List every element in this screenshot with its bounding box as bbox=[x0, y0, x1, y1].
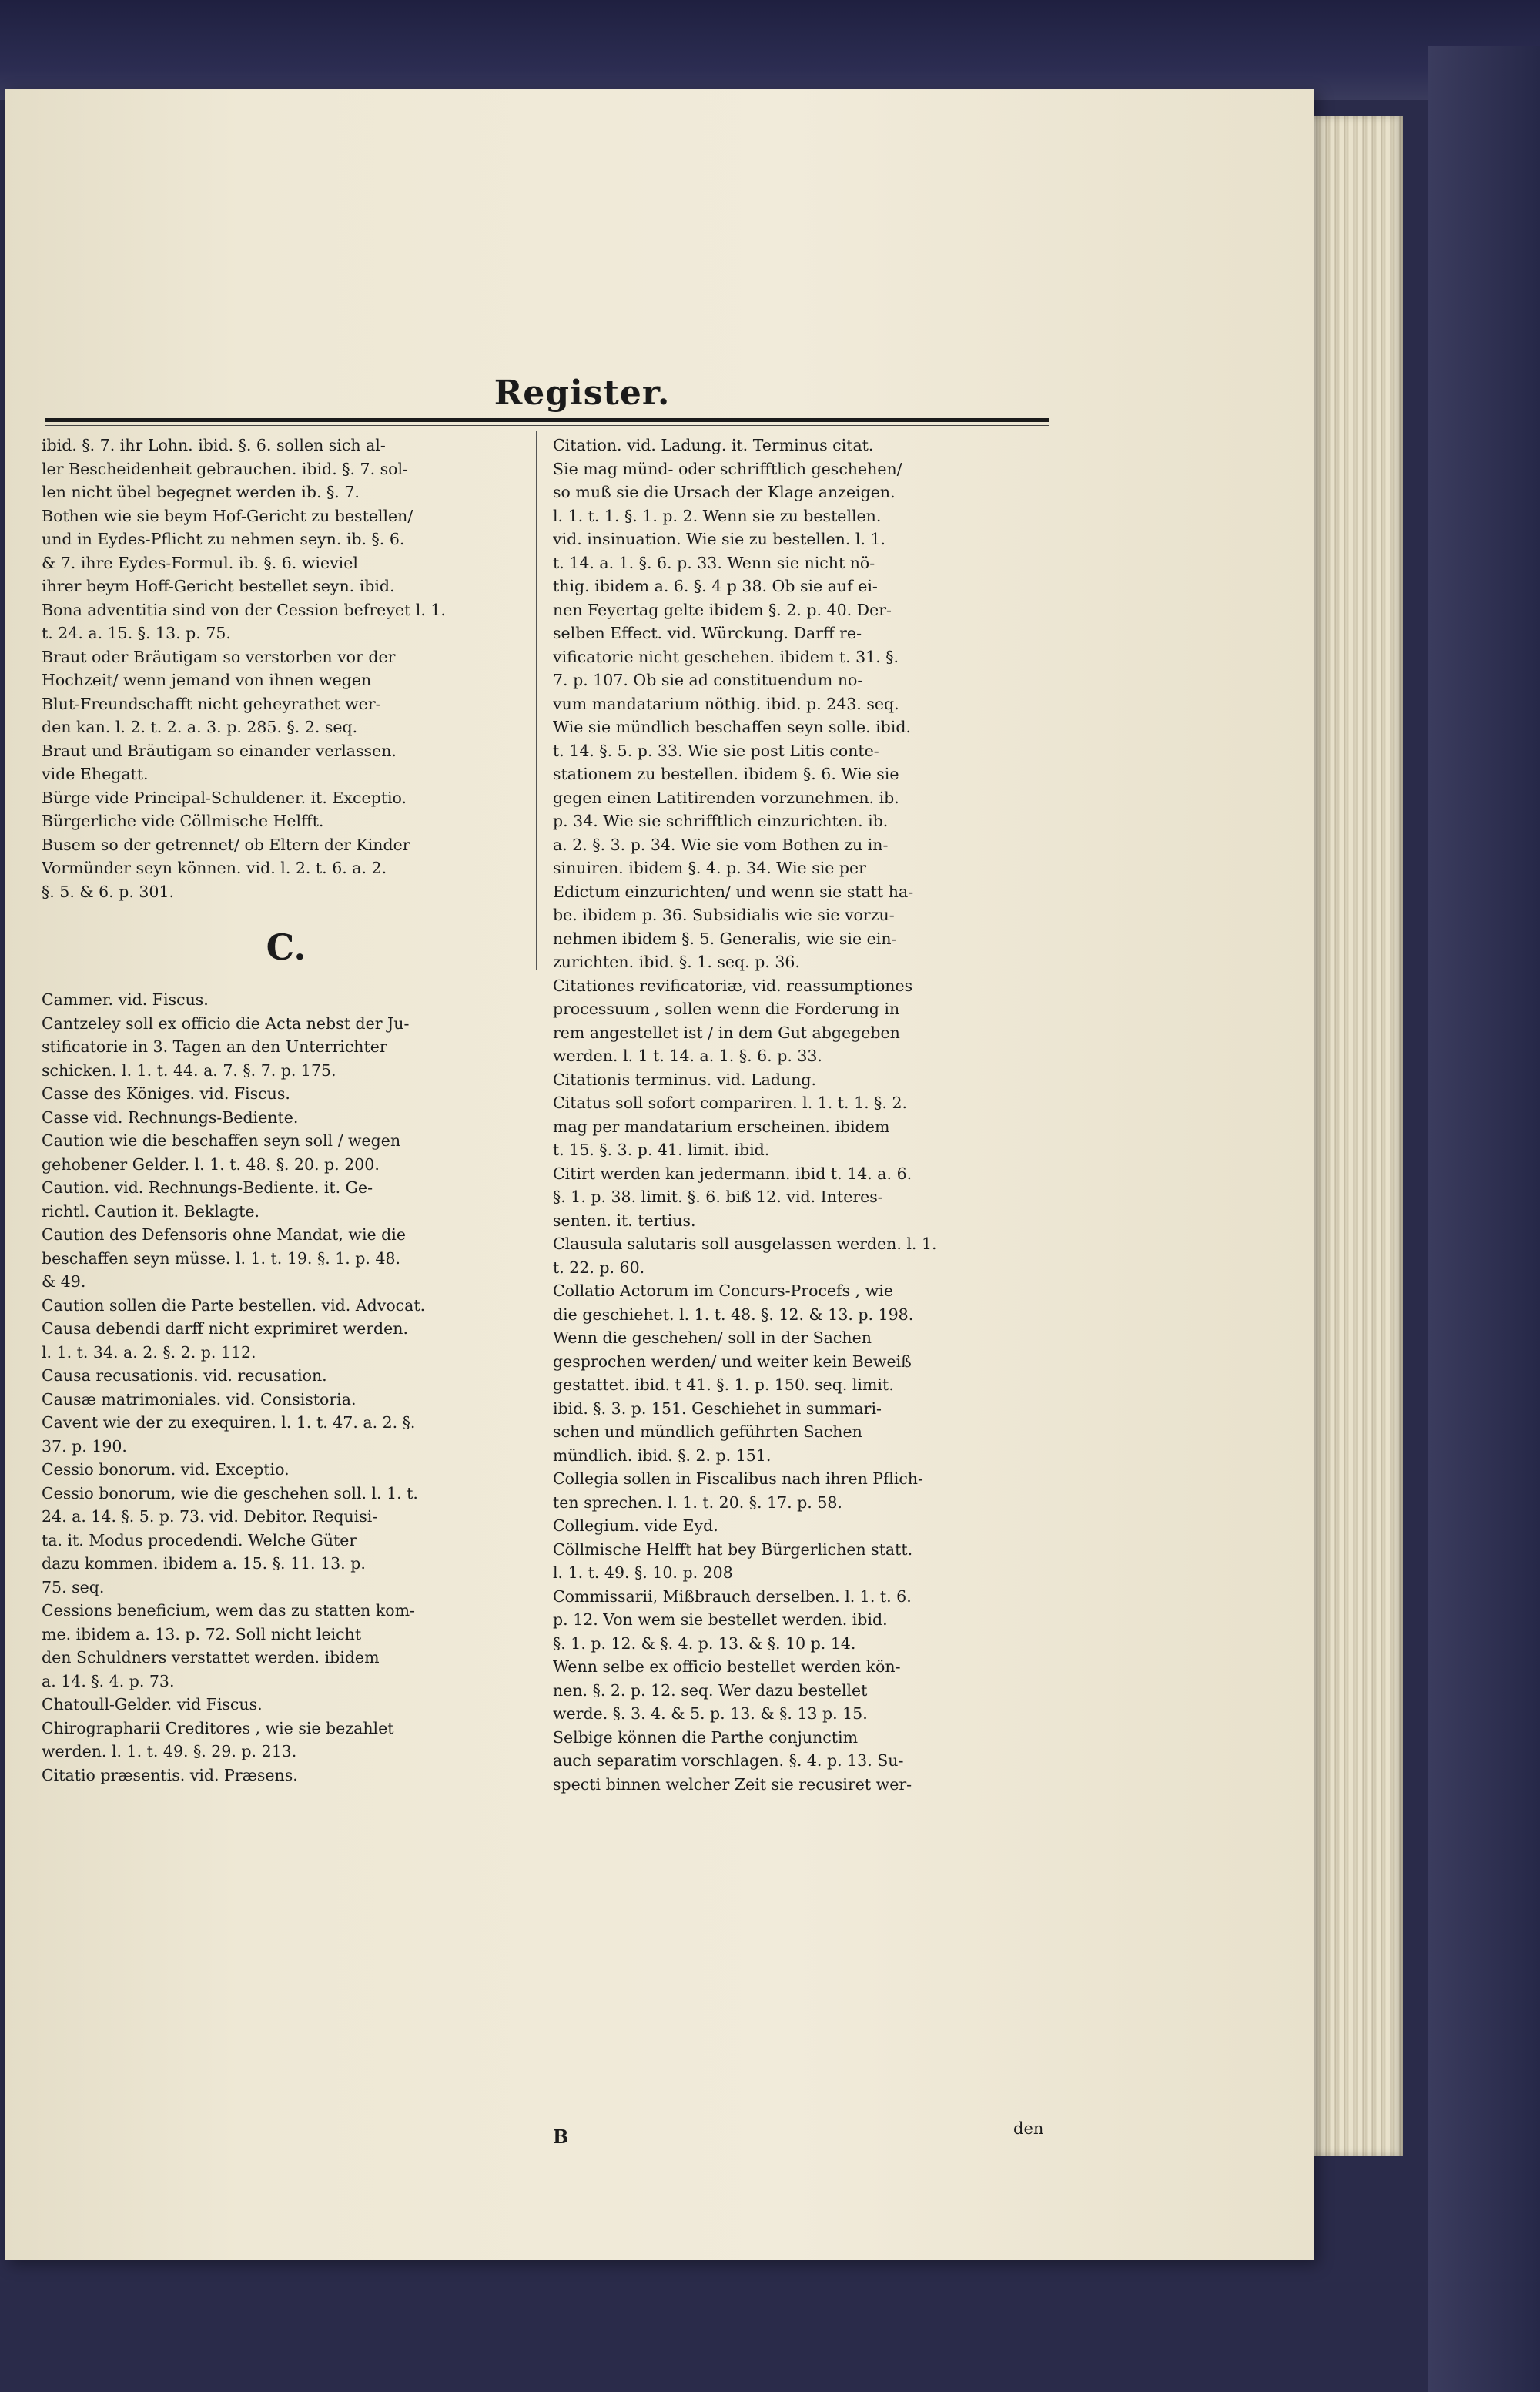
catchword: den bbox=[1013, 2119, 1044, 2138]
index-line: werden. l. 1. t. 49. §. 29. p. 213. bbox=[42, 1742, 297, 1760]
index-line: den kan. l. 2. t. 2. a. 3. p. 285. §. 2. seq. bbox=[42, 718, 358, 736]
index-line: a. 2. §. 3. p. 34. Wie sie vom Bothen zu in- bbox=[553, 835, 889, 854]
index-line: schen und mündlich geführten Sachen bbox=[553, 1422, 862, 1441]
index-line: Commissarii, Mißbrauch derselben. l. 1. t. 6. bbox=[553, 1586, 912, 1606]
index-line: dazu kommen. ibidem a. 15. §. 11. 13. p. bbox=[42, 1554, 366, 1573]
index-line: Bothen wie sie beym Hof-Gericht zu bestellen/ bbox=[42, 506, 413, 525]
index-line: Collatio Actorum im Concurs-Procefs , wie bbox=[553, 1281, 893, 1300]
index-line: mag per mandatarium erscheinen. ibidem bbox=[553, 1117, 890, 1136]
index-line: Bona adventitia sind von der Cession befreyet l. 1. bbox=[42, 600, 446, 619]
index-line: Edictum einzurichten/ und wenn sie statt ha- bbox=[553, 882, 914, 901]
index-line: l. 1. t. 34. a. 2. §. 2. p. 112. bbox=[42, 1342, 256, 1362]
index-line: 75. seq. bbox=[42, 1577, 105, 1596]
index-line: gegen einen Latitirenden vorzunehmen. ib. bbox=[553, 788, 899, 807]
index-line: Sie mag münd- oder schrifftlich geschehen/ bbox=[553, 459, 902, 478]
index-line: Casse vid. Rechnungs-Bediente. bbox=[42, 1107, 299, 1127]
index-line: Blut-Freundschafft nicht geheyrathet wer- bbox=[42, 694, 381, 713]
index-line: Citationis terminus. vid. Ladung. bbox=[553, 1070, 817, 1089]
index-line: Chirographarii Creditores , wie sie bezahlet bbox=[42, 1718, 394, 1737]
header-rule-thin bbox=[45, 425, 1049, 426]
index-line: Citirt werden kan jedermann. ibid t. 14. a. 6. bbox=[553, 1164, 912, 1183]
index-line: gehobener Gelder. l. 1. t. 48. §. 20. p. 200. bbox=[42, 1154, 380, 1174]
index-line: und in Eydes-Pflicht zu nehmen seyn. ib. §. 6. bbox=[42, 530, 405, 548]
index-line: Caution. vid. Rechnungs-Bediente. it. Ge- bbox=[42, 1178, 373, 1197]
index-line: stationem zu bestellen. ibidem §. 6. Wie sie bbox=[553, 765, 899, 783]
index-line: processuum , sollen wenn die Forderung in bbox=[553, 1000, 900, 1018]
index-line: Bürge vide Principal-Schuldener. it. Exceptio. bbox=[42, 788, 407, 807]
index-line: Caution wie die beschaffen seyn soll / wegen bbox=[42, 1131, 401, 1150]
index-line: sinuiren. ibidem §. 4. p. 34. Wie sie per bbox=[553, 859, 866, 877]
index-line: §. 1. p. 12. & §. 4. p. 13. & §. 10 p. 14. bbox=[553, 1633, 856, 1653]
index-line: nen Feyertag gelte ibidem §. 2. p. 40. Der- bbox=[553, 600, 892, 619]
index-line: Citatio præsentis. vid. Præsens. bbox=[42, 1765, 298, 1784]
index-line: rem angestellet ist / in dem Gut abgegeben bbox=[553, 1023, 900, 1042]
index-line: gesprochen werden/ und weiter kein Beweiß bbox=[553, 1352, 912, 1371]
index-line: Vormünder seyn können. vid. l. 2. t. 6. a. 2. bbox=[42, 859, 387, 877]
index-line: & 49. bbox=[42, 1272, 86, 1291]
index-line: Cöllmische Helfft hat bey Bürgerlichen statt. bbox=[553, 1539, 913, 1559]
index-line: Wie sie mündlich beschaffen seyn solle. ibid. bbox=[553, 718, 911, 736]
page-edges bbox=[1303, 116, 1403, 2156]
left-column bbox=[42, 434, 531, 1787]
running-title: Register. bbox=[494, 374, 671, 413]
index-line: 24. a. 14. §. 5. p. 73. vid. Debitor. Requisi- bbox=[42, 1507, 378, 1526]
index-line: ibid. §. 3. p. 151. Geschiehet in summari- bbox=[553, 1399, 882, 1418]
index-line: l. 1. t. 1. §. 1. p. 2. Wenn sie zu bestellen. bbox=[553, 506, 882, 525]
signature-mark: B bbox=[553, 2126, 569, 2148]
index-line: Caution sollen die Parte bestellen. vid. Advocat. bbox=[42, 1295, 426, 1315]
index-line: me. ibidem a. 13. p. 72. Soll nicht leicht bbox=[42, 1624, 362, 1643]
index-line: beschaffen seyn müsse. l. 1. t. 19. §. 1. p. 48. bbox=[42, 1248, 401, 1268]
index-line: t. 24. a. 15. §. 13. p. 75. bbox=[42, 624, 231, 642]
index-line: Collegia sollen in Fiscalibus nach ihren Pflich- bbox=[553, 1469, 923, 1488]
index-line: Bürgerliche vide Cöllmische Helfft. bbox=[42, 812, 324, 830]
index-line: Cessions beneficium, wem das zu statten kom- bbox=[42, 1601, 415, 1620]
index-line: Causa debendi darff nicht exprimiret werden. bbox=[42, 1319, 409, 1338]
index-line: vificatorie nicht geschehen. ibidem t. 31. §. bbox=[553, 647, 899, 666]
index-line: t. 14. §. 5. p. 33. Wie sie post Litis conte- bbox=[553, 741, 879, 760]
index-line: p. 12. Von wem sie bestellet werden. ibid. bbox=[553, 1610, 888, 1629]
index-line: so muß sie die Ursach der Klage anzeigen. bbox=[553, 483, 896, 501]
index-line: thig. ibidem a. 6. §. 4 p 38. Ob sie auf ei- bbox=[553, 577, 878, 595]
index-line: Causæ matrimoniales. vid. Consistoria. bbox=[42, 1389, 357, 1409]
index-line: Citation. vid. Ladung. it. Terminus citat. bbox=[553, 436, 874, 454]
index-line: vide Ehegatt. bbox=[42, 765, 149, 783]
book-cover-right bbox=[1428, 46, 1540, 2392]
index-line: t. 15. §. 3. p. 41. limit. ibid. bbox=[553, 1141, 770, 1159]
index-line: len nicht übel begegnet werden ib. §. 7. bbox=[42, 483, 360, 501]
index-line: Cammer. vid. Fiscus. bbox=[42, 990, 209, 1009]
index-line: nehmen ibidem §. 5. Generalis, wie sie ein- bbox=[553, 929, 897, 948]
index-line: ler Bescheidenheit gebrauchen. ibid. §. 7. sol- bbox=[42, 459, 408, 478]
index-line: Collegium. vide Eyd. bbox=[553, 1516, 718, 1535]
index-line: specti binnen welcher Zeit sie recusiret wer- bbox=[553, 1774, 912, 1794]
index-line: mündlich. ibid. §. 2. p. 151. bbox=[553, 1446, 772, 1465]
index-line: vum mandatarium nöthig. ibid. p. 243. seq. bbox=[553, 694, 899, 713]
index-line: Clausula salutaris soll ausgelassen werden. l. 1. bbox=[553, 1235, 937, 1253]
index-line: Braut oder Bräutigam so verstorben vor der bbox=[42, 647, 396, 666]
index-line: stificatorie in 3. Tagen an den Unterrichter bbox=[42, 1037, 387, 1056]
index-line: auch separatim vorschlagen. §. 4. p. 13. Su- bbox=[553, 1751, 904, 1770]
index-line: nen. §. 2. p. 12. seq. Wer dazu bestellet bbox=[553, 1680, 868, 1700]
index-line: ten sprechen. l. 1. t. 20. §. 17. p. 58. bbox=[553, 1492, 842, 1512]
header-rule bbox=[45, 418, 1049, 422]
index-line: Causa recusationis. vid. recusation. bbox=[42, 1366, 327, 1385]
index-line: gestattet. ibid. t 41. §. 1. p. 150. seq. limit. bbox=[553, 1375, 894, 1394]
index-line: §. 1. p. 38. limit. §. 6. biß 12. vid. Interes- bbox=[553, 1188, 883, 1206]
column-divider bbox=[536, 431, 537, 970]
index-line: Citatus soll sofort compariren. l. 1. t. 1. §. 2. bbox=[553, 1094, 907, 1112]
right-column bbox=[553, 434, 1042, 1796]
index-line: Braut und Bräutigam so einander verlassen. bbox=[42, 741, 397, 760]
index-line: 7. p. 107. Ob sie ad constituendum no- bbox=[553, 671, 863, 689]
index-line: ihrer beym Hoff-Gericht bestellet seyn. ibid. bbox=[42, 577, 395, 595]
index-line: werden. l. 1 t. 14. a. 1. §. 6. p. 33. bbox=[553, 1047, 822, 1065]
index-line: Cantzeley soll ex officio die Acta nebst der Ju- bbox=[42, 1013, 410, 1033]
index-line: Wenn selbe ex officio bestellet werden kön- bbox=[553, 1657, 901, 1676]
index-line: p. 34. Wie sie schrifftlich einzurichten. ib. bbox=[553, 812, 889, 830]
index-line: §. 5. & 6. p. 301. bbox=[42, 882, 174, 901]
index-line: den Schuldners verstattet werden. ibidem bbox=[42, 1648, 380, 1667]
index-line: t. 14. a. 1. §. 6. p. 33. Wenn sie nicht nö- bbox=[553, 553, 875, 572]
index-line: Chatoull-Gelder. vid Fiscus. bbox=[42, 1695, 263, 1714]
index-line: zurichten. ibid. §. 1. seq. p. 36. bbox=[553, 953, 800, 971]
index-line: be. ibidem p. 36. Subsidialis wie sie vorzu- bbox=[553, 906, 895, 924]
index-line: Selbige können die Parthe conjunctim bbox=[553, 1727, 859, 1747]
index-line: Hochzeit/ wenn jemand von ihnen wegen bbox=[42, 671, 372, 689]
index-line: werde. §. 3. 4. & 5. p. 13. & §. 13 p. 15. bbox=[553, 1704, 868, 1723]
index-line: Cessio bonorum, wie die geschehen soll. l. 1. t. bbox=[42, 1483, 418, 1503]
index-line: schicken. l. 1. t. 44. a. 7. §. 7. p. 175. bbox=[42, 1060, 336, 1080]
section-letter: C. bbox=[266, 926, 306, 968]
index-line: richtl. Caution it. Beklagte. bbox=[42, 1201, 260, 1221]
index-line: t. 22. p. 60. bbox=[553, 1258, 645, 1277]
index-line: senten. it. tertius. bbox=[553, 1211, 696, 1230]
index-line: die geschiehet. l. 1. t. 48. §. 12. & 13. p. 198. bbox=[553, 1305, 914, 1324]
index-line: l. 1. t. 49. §. 10. p. 208 bbox=[553, 1563, 733, 1582]
index-line: a. 14. §. 4. p. 73. bbox=[42, 1671, 175, 1690]
index-line: & 7. ihre Eydes-Formul. ib. §. 6. wieviel bbox=[42, 553, 358, 572]
index-line: ibid. §. 7. ihr Lohn. ibid. §. 6. sollen sich al- bbox=[42, 436, 386, 454]
index-line: Busem so der getrennet/ ob Eltern der Kinder bbox=[42, 835, 410, 854]
book-cover-top bbox=[0, 0, 1540, 100]
index-line: Caution des Defensoris ohne Mandat, wie die bbox=[42, 1225, 406, 1244]
index-line: 37. p. 190. bbox=[42, 1436, 127, 1456]
index-line: Citationes revificatoriæ, vid. reassumptiones bbox=[553, 976, 913, 995]
index-line: Casse des Königes. vid. Fiscus. bbox=[42, 1084, 290, 1103]
index-line: Cavent wie der zu exequiren. l. 1. t. 47. a. 2. §. bbox=[42, 1413, 416, 1432]
book-page bbox=[5, 89, 1314, 2260]
index-line: vid. insinuation. Wie sie zu bestellen. l. 1. bbox=[553, 530, 886, 548]
index-line: Wenn die geschehen/ soll in der Sachen bbox=[553, 1328, 872, 1347]
index-line: Cessio bonorum. vid. Exceptio. bbox=[42, 1460, 290, 1479]
index-line: ta. it. Modus procedendi. Welche Güter bbox=[42, 1530, 357, 1549]
index-line: selben Effect. vid. Würckung. Darff re- bbox=[553, 624, 862, 642]
